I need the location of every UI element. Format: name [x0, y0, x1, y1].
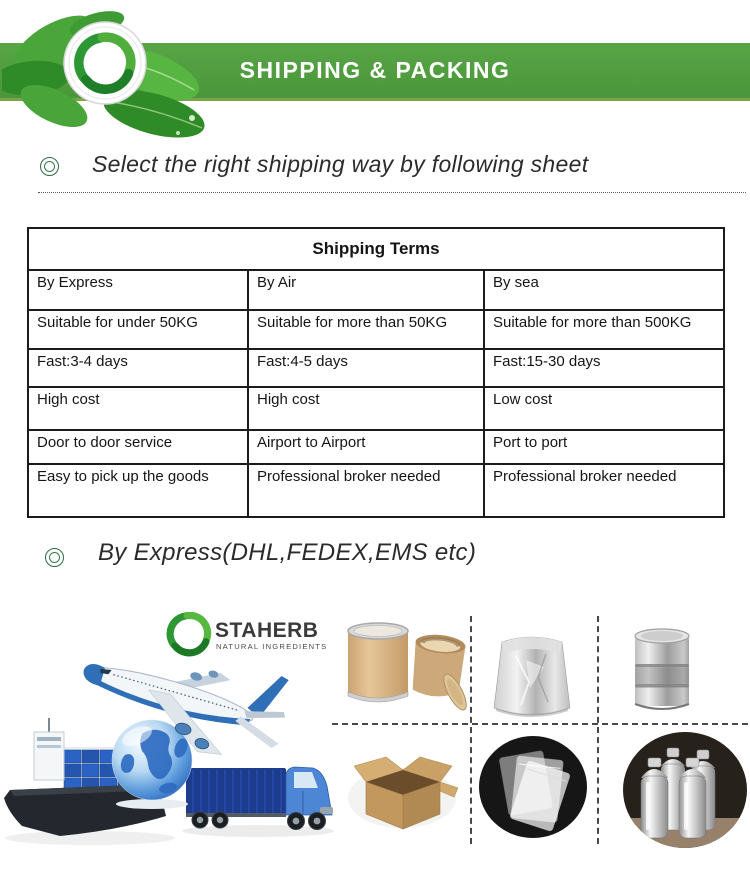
table-cell: Suitable for more than 500KG	[484, 310, 724, 349]
logistics-illustration	[0, 600, 335, 880]
grid-divider-vertical-2	[597, 616, 599, 844]
column-header-express: By Express	[28, 270, 248, 310]
table-column-header-row	[28, 270, 724, 310]
leaf-logo-icon	[2, 6, 217, 141]
page-title: SHIPPING & PACKING	[239, 57, 511, 83]
table-cell: High cost	[28, 387, 248, 430]
table-cell: Door to door service	[28, 430, 248, 464]
table-cell: Easy to pick up the goods	[28, 464, 248, 517]
section-bullet-icon	[40, 157, 59, 176]
grid-divider-vertical-1	[470, 616, 472, 844]
table-cell: Fast:15-30 days	[484, 349, 724, 387]
steel-drum-photo	[630, 624, 694, 714]
paper-drums-photo	[342, 604, 467, 716]
brand-tagline: NATURAL INGREDIENTS	[216, 642, 328, 651]
section-heading-select-shipping: Select the right shipping way by following sheet	[92, 151, 589, 177]
table-row	[28, 310, 724, 349]
carton-box-photo	[346, 736, 458, 834]
column-header-sea: By sea	[484, 270, 724, 310]
table-title: Shipping Terms	[28, 228, 724, 270]
dotted-separator	[38, 192, 746, 193]
section-bullet-icon	[45, 548, 64, 567]
table-cell: Low cost	[484, 387, 724, 430]
table-title-row	[28, 228, 724, 270]
container-truck-illustration	[186, 767, 333, 830]
table-row	[28, 349, 724, 387]
table-row	[28, 430, 724, 464]
foil-bag-photo	[486, 622, 578, 722]
grid-divider-horizontal	[332, 723, 748, 725]
table-row	[28, 464, 724, 517]
table-row	[28, 387, 724, 430]
brand-name: STAHERB	[215, 619, 319, 642]
table-cell: Professional broker needed	[484, 464, 724, 517]
aluminum-bottles-photo	[621, 730, 749, 850]
column-header-air: By Air	[248, 270, 484, 310]
packaging-grid	[330, 598, 750, 880]
table-cell: Professional broker needed	[248, 464, 484, 517]
plastic-bags-photo	[478, 734, 588, 842]
table-cell: Port to port	[484, 430, 724, 464]
table-cell: Fast:4-5 days	[248, 349, 484, 387]
shipping-terms-table	[27, 227, 725, 518]
table-cell: Suitable for under 50KG	[28, 310, 248, 349]
table-cell: High cost	[248, 387, 484, 430]
section-heading-by-express: By Express(DHL,FEDEX,EMS etc)	[98, 539, 477, 566]
table-cell: Suitable for more than 50KG	[248, 310, 484, 349]
table-cell: Fast:3-4 days	[28, 349, 248, 387]
table-cell: Airport to Airport	[248, 430, 484, 464]
